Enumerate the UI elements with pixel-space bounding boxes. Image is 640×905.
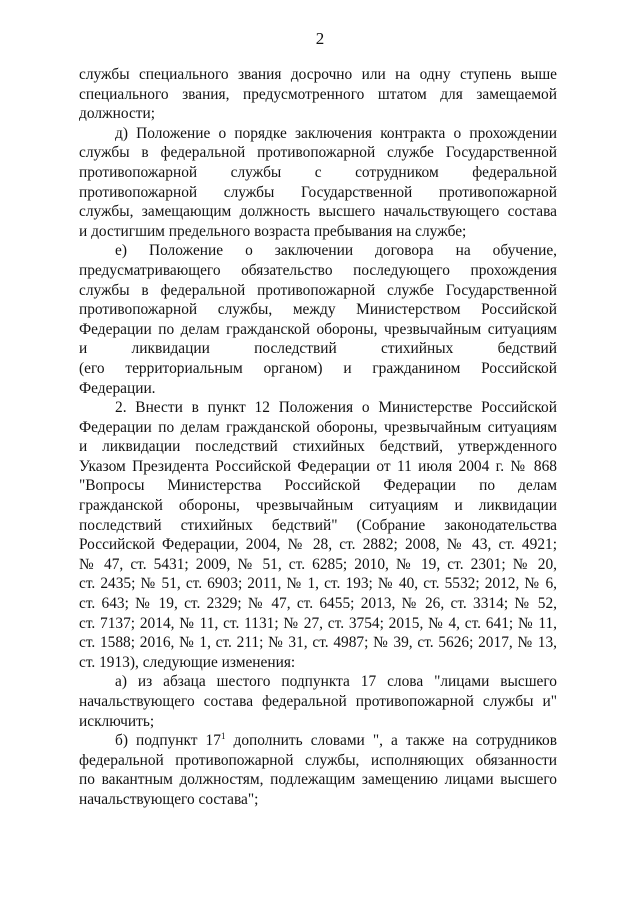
text-line (79, 85, 557, 105)
text-line-part: и достигшим предельного возраста пребывания на службе; (79, 222, 467, 240)
text-line-part: ст. 1588; 2016, № 1, ст. 211; № 31, ст. 4987; № 39, ст. 5626; 2017, № 13, (79, 634, 557, 652)
text-line-part: гражданской обороны, чрезвычайным ситуациям и ликвидации (79, 497, 557, 515)
text-line (79, 418, 557, 438)
text-line-part: последствий стихийных бедствий" (Собрание законодательства (79, 516, 557, 534)
text-line (79, 398, 557, 418)
text-line (79, 790, 557, 810)
text-line-part: службы, замещающим должность высшего начальствующего состава (79, 203, 557, 221)
superscript: 1 (220, 731, 226, 742)
text-line (79, 65, 557, 85)
text-line (79, 143, 557, 163)
text-line-part: исключить; (79, 712, 155, 730)
text-line (79, 222, 557, 242)
page-number: 2 (315, 29, 325, 48)
text-line (79, 614, 557, 634)
text-line-part: и ликвидации последствий стихийных бедствий, утвержденного (79, 438, 557, 456)
text-line (79, 241, 557, 261)
text-line (79, 496, 557, 516)
text-line (79, 594, 557, 614)
text-line (79, 516, 557, 536)
text-line-part: противопожарной службы, между Министерством Российской (79, 301, 557, 319)
text-line-part: Федерации по делам гражданской обороны, чрезвычайным ситуациям (79, 320, 557, 338)
text-line-part: Федерации по делам гражданской обороны, чрезвычайным ситуациям (79, 418, 557, 436)
text-line-part: ст. 2435; № 51, ст. 6903; 2011, № 1, ст. 193; № 40, ст. 5532; 2012, № 6, (79, 575, 557, 593)
text-line-part: е) Положение о заключении договора на обучение, (115, 242, 557, 260)
text-line-part: ст. 7137; 2014, № 11, ст. 1131; № 27, ст. 3754; 2015, № 4, ст. 641; № 11, (79, 614, 557, 632)
text-line (79, 692, 557, 712)
text-line (79, 712, 557, 732)
text-line (79, 731, 557, 751)
text-line (79, 163, 557, 183)
text-line (79, 300, 557, 320)
text-line (79, 261, 557, 281)
text-line-part: (его территориальным органом) и гражданином Российской (79, 359, 557, 377)
text-line-part: Российской Федерации, 2004, № 28, ст. 2882; 2008, № 43, ст. 4921; (79, 536, 557, 554)
text-line (79, 339, 557, 359)
text-line-part: ст. 1913), следующие изменения: (79, 653, 296, 671)
text-line (79, 183, 557, 203)
text-line (79, 633, 557, 653)
text-line (79, 359, 557, 379)
text-line-part: должности; (79, 105, 156, 123)
text-line (79, 320, 557, 340)
text-line-part: службы в федеральной противопожарной службе Государственной (79, 281, 557, 299)
text-line (79, 104, 557, 124)
text-line-part: специального звания, предусмотренного штатом для замещаемой (79, 85, 557, 103)
text-line-part: и ликвидации последствий стихийных бедствий (79, 340, 557, 358)
text-line (79, 379, 557, 399)
text-line-part: № 47, ст. 5431; 2009, № 51, ст. 6285; 2010, № 19, ст. 2301; № 20, (79, 555, 557, 573)
text-line-part: д) Положение о порядке заключения контракта о прохождении (115, 124, 557, 142)
document-body (79, 65, 557, 810)
text-line-part: ст. 643; № 19, ст. 2329; № 47, ст. 6455; 2013, № 26, ст. 3314; № 52, (79, 595, 557, 613)
text-line (79, 202, 557, 222)
text-line (79, 437, 557, 457)
text-line (79, 535, 557, 555)
text-line-part: дополнить словами ", а также на сотрудников (225, 732, 558, 750)
text-line-part: "Вопросы Министерства Российской Федерации по делам (79, 477, 557, 495)
text-line-part: службы в федеральной противопожарной службе Государственной (79, 144, 557, 162)
text-line-part: Федерации. (79, 379, 156, 397)
text-line (79, 281, 557, 301)
text-line-part: начальствующего состава федеральной противопожарной службы и" (79, 693, 557, 710)
text-line (79, 751, 557, 771)
text-line (79, 555, 557, 575)
text-line-part: а) из абзаца шестого подпункта 17 слова "лицами высшего (115, 673, 557, 691)
text-line-part: б) подпункт 17 (115, 732, 221, 750)
text-line (79, 457, 557, 477)
text-line (79, 672, 557, 692)
text-line-part: Указом Президента Российской Федерации от 11 июля 2004 г. № 868 (79, 457, 557, 475)
text-line-part: 2. Внести в пункт 12 Положения о Министерстве Российской (115, 399, 557, 417)
text-line-part: противопожарной службы Государственной противопожарной (79, 183, 557, 201)
text-line-part: федеральной противопожарной службы, исполняющих обязанности (79, 751, 557, 769)
text-line (79, 574, 557, 594)
text-line (79, 653, 557, 673)
text-line-part: по вакантным должностям, подлежащим замещению лицами высшего (79, 771, 557, 789)
text-line-part: начальствующего состава"; (79, 790, 259, 808)
text-line-part: предусматривающего обязательство последующего прохождения (79, 261, 557, 279)
text-line-part: службы специального звания досрочно или на одну ступень выше (79, 66, 557, 83)
text-line (79, 124, 557, 144)
text-line (79, 770, 557, 790)
text-line-part: противопожарной службы с сотрудником федеральной (79, 163, 557, 181)
text-line (79, 476, 557, 496)
